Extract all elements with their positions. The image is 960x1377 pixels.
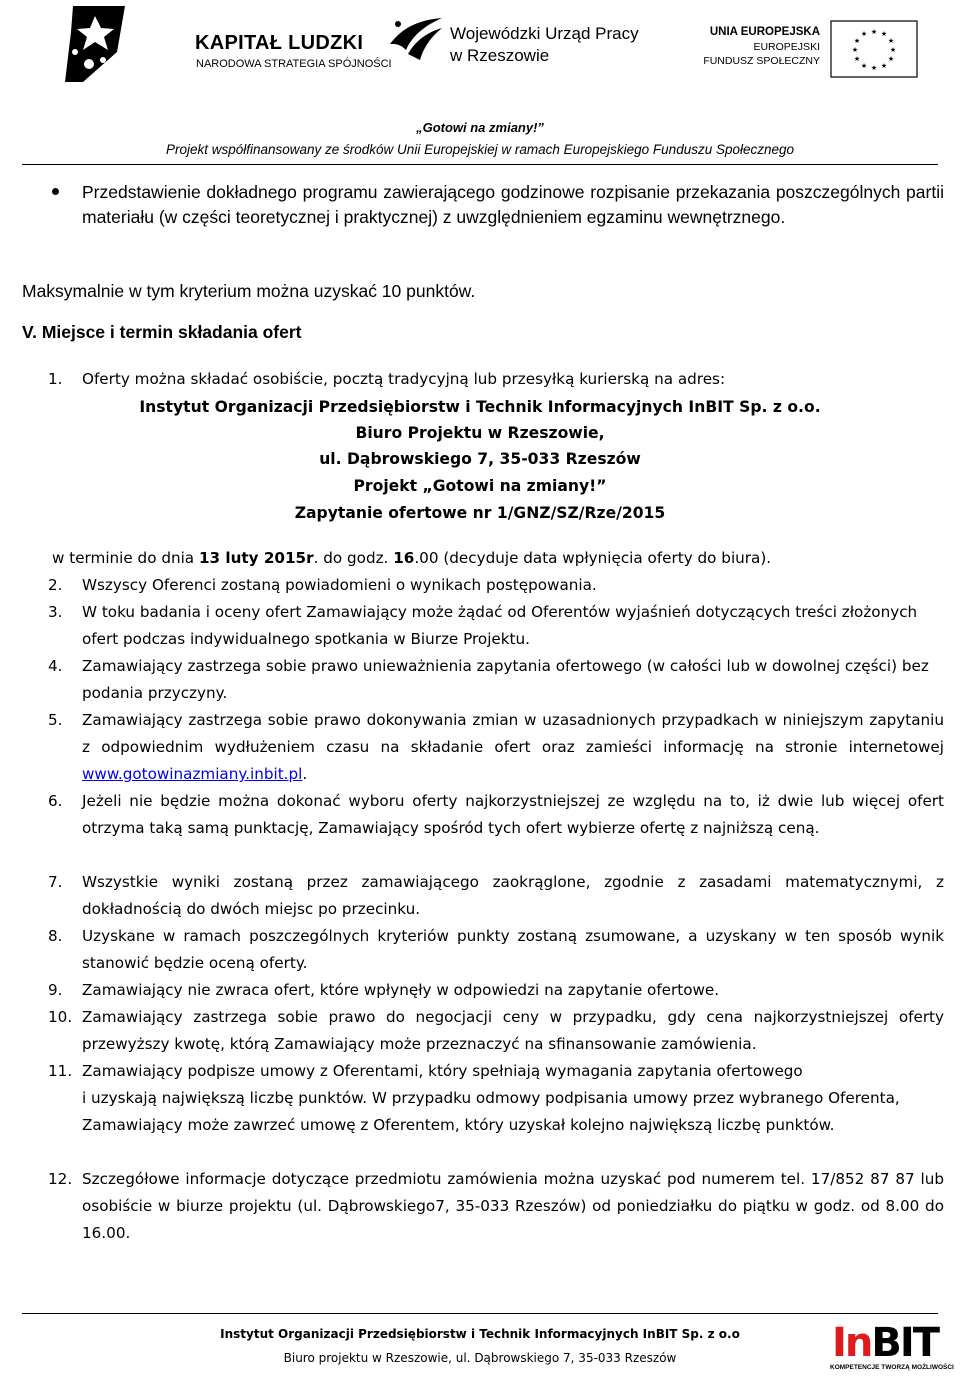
item-4-text: Zamawiający zastrzega sobie prawo unieważnienia zapytania ofertowego (w całości lub w dowolnej części) bez podania przyczyny.	[82, 657, 929, 702]
item-3-text: W toku badania i oceny ofert Zamawiający może żądać od Oferentów wyjaśnień dotyczących treści złożonych ofert podczas indywidualnego spotkania w Biurze Projektu.	[82, 603, 918, 648]
inbit-logo	[826, 1318, 954, 1374]
svg-text:★: ★	[880, 30, 888, 38]
item-9-number: 9.	[48, 981, 63, 999]
item-1-number: 1.	[48, 370, 63, 388]
footer-address: Biuro projektu w Rzeszowie, ul. Dąbrowskiego 7, 35-033 Rzeszów	[283, 1351, 677, 1365]
inbit-tagline: KOMPETENCJE TWORZĄ MOŻLIWOŚCI	[830, 1364, 954, 1371]
item-5-number: 5.	[48, 711, 63, 729]
header-divider	[22, 164, 938, 165]
item-9-text: Zamawiający nie zwraca ofert, które wpłynęły w odpowiedzi na zapytanie ofertowe.	[82, 981, 720, 999]
project-website-link[interactable]: www.gotowinazmiany.inbit.pl	[82, 765, 303, 783]
address-inquiry: Zapytanie ofertowe nr 1/GNZ/SZ/Rze/2015	[294, 504, 666, 522]
eu-flag-icon	[830, 20, 918, 78]
deadline-suffix: .00 (decyduje data wpłynięcia oferty do biura).	[414, 549, 772, 567]
item-3-number: 3.	[48, 603, 63, 621]
svg-text:★: ★	[887, 55, 895, 63]
section-number: V.	[22, 322, 37, 342]
deadline-text	[52, 549, 771, 567]
svg-text:★: ★	[880, 62, 888, 70]
kapital-ludzki-emblem-icon	[65, 2, 185, 84]
inbit-bit: BIT	[871, 1320, 939, 1366]
item-11-text-a: Zamawiający podpisze umowy z Oferentami, który spełniają wymagania zapytania ofertowego	[82, 1062, 803, 1080]
eu-line3: FUNDUSZ SPOŁECZNY	[703, 55, 820, 67]
deadline-hour: 16	[393, 549, 415, 567]
item-5-text-a: Zamawiający zastrzega sobie prawo dokonywania zmian w uzasadnionych przypadkach w niniejszym zapytaniu z odpowiednim wydłużeniem czasu na składanie ofert oraz zamieści informację na stronie internetowej	[82, 711, 944, 756]
eu-line2: EUROPEJSKI	[753, 41, 820, 53]
svg-text:★: ★	[870, 64, 878, 72]
svg-text:★: ★	[887, 37, 895, 45]
wup-logo	[388, 14, 658, 74]
svg-text:★: ★	[860, 62, 868, 70]
footer-divider	[22, 1313, 938, 1314]
item-12-text: Szczegółowe informacje dotyczące przedmiotu zamówienia można uzyskać pod numerem tel. 17/852 87 87 lub osobiście w biurze projektu (ul. Dąbrowskiego7, 35-033 Rzeszów) od poniedziałku do piątku w godz. od 8.00 do 16.00.	[82, 1170, 944, 1242]
item-7-text: Wszystkie wyniki zostaną przez zamawiającego zaokrąglone, zgodnie z zasadami matematycznymi, z dokładnością do dwóch miejsc po przecinku.	[82, 873, 944, 918]
kl-subtitle: NARODOWA STRATEGIA SPÓJNOŚCI	[196, 58, 392, 70]
item-6-text: Jeżeli nie będzie można dokonać wyboru oferty najkorzystniejszej ze względu na to, iż dwie lub więcej ofert otrzyma taką samą punktację, Zamawiający spośród tych ofert wybierze ofertę z najniższą ceną.	[82, 792, 944, 837]
item-2-text: Wszyscy Oferenci zostaną powiadomieni o wynikach postępowania.	[82, 576, 597, 594]
deadline-mid: . do godz.	[313, 549, 394, 567]
inbit-wordmark	[832, 1320, 938, 1366]
eu-line1: UNIA EUROPEJSKA	[709, 26, 820, 38]
address-institute: Instytut Organizacji Przedsiębiorstw i Technik Informacyjnych InBIT Sp. z o.o.	[139, 398, 821, 416]
svg-text:★: ★	[853, 55, 861, 63]
wup-line1: Wojewódzki Urząd Pracy	[450, 24, 639, 43]
wup-swoosh-icon	[388, 14, 444, 62]
svg-text:★: ★	[851, 46, 859, 54]
item-8-text: Uzyskane w ramach poszczególnych kryteriów punkty zostaną zsumowane, a uzyskany w ten sposób wynik stanowić będzie oceną oferty.	[82, 927, 944, 972]
svg-text:★: ★	[889, 46, 897, 54]
item-8-number: 8.	[48, 927, 63, 945]
svg-text:★: ★	[853, 37, 861, 45]
deadline-prefix: w terminie do dnia	[52, 549, 199, 567]
item-7-number: 7.	[48, 873, 63, 891]
svg-text:★: ★	[860, 30, 868, 38]
item-5-text-b: .	[302, 765, 308, 783]
header-cofinancing: Projekt współfinansowany ze środków Unii Europejskiej w ramach Europejskiego Funduszu Społecznego	[165, 142, 795, 157]
item-12-number: 12.	[48, 1170, 73, 1188]
wup-line2: w Rzeszowie	[450, 46, 550, 65]
eu-logo	[688, 20, 918, 80]
item-1-text: Oferty można składać osobiście, pocztą tradycyjną lub przesyłką kurierską na adres:	[82, 370, 726, 388]
max-points-text: Maksymalnie w tym kryterium można uzyskać 10 punktów.	[22, 281, 476, 301]
deadline-date: 13 luty 2015r	[198, 549, 314, 567]
item-10-text: Zamawiający zastrzega sobie prawo do negocjacji ceny w przypadku, gdy cena najkorzystniejszej oferty przewyższy kwotę, którą Zamawiający może przeznaczyć na sfinansowanie zamówienia.	[82, 1008, 944, 1053]
item-10-number: 10.	[48, 1008, 73, 1026]
section-title: Miejsce i termin składania ofert	[41, 322, 302, 342]
bullet-text: Przedstawienie dokładnego programu zawierającego godzinowe rozpisanie przekazania poszczególnych partii materiału (w części teoretycznej i praktycznej) z uwzględnieniem egzaminu wewnętrznego.	[82, 182, 944, 227]
address-office: Biuro Projektu w Rzeszowie,	[355, 424, 605, 442]
section-heading	[22, 322, 302, 343]
item-11-text-b: i uzyskają największą liczbę punktów. W przypadku odmowy podpisania umowy przez wybranego Oferenta, Zamawiający może zawrzeć umowę z Oferentem, który uzyskał kolejno największą liczbę punktów.	[82, 1089, 900, 1134]
kapital-ludzki-logo	[55, 0, 392, 90]
footer-institute: Instytut Organizacji Przedsiębiorstw i Technik Informacyjnych InBIT Sp. z o.o	[220, 1327, 740, 1341]
address-street: ul. Dąbrowskiego 7, 35-033 Rzeszów	[319, 450, 641, 468]
item-5-text	[82, 707, 944, 788]
inbit-in: In	[832, 1320, 872, 1366]
item-2-number: 2.	[48, 576, 63, 594]
header-project-name: „Gotowi na zmiany!”	[416, 120, 544, 135]
address-project: Projekt „Gotowi na zmiany!”	[353, 477, 607, 495]
item-11-number: 11.	[48, 1062, 73, 1080]
item-6-number: 6.	[48, 792, 63, 810]
bullet-marker	[52, 186, 62, 196]
svg-text:★: ★	[870, 28, 878, 36]
kl-title: KAPITAŁ LUDZKI	[195, 32, 364, 54]
item-4-number: 4.	[48, 657, 63, 675]
